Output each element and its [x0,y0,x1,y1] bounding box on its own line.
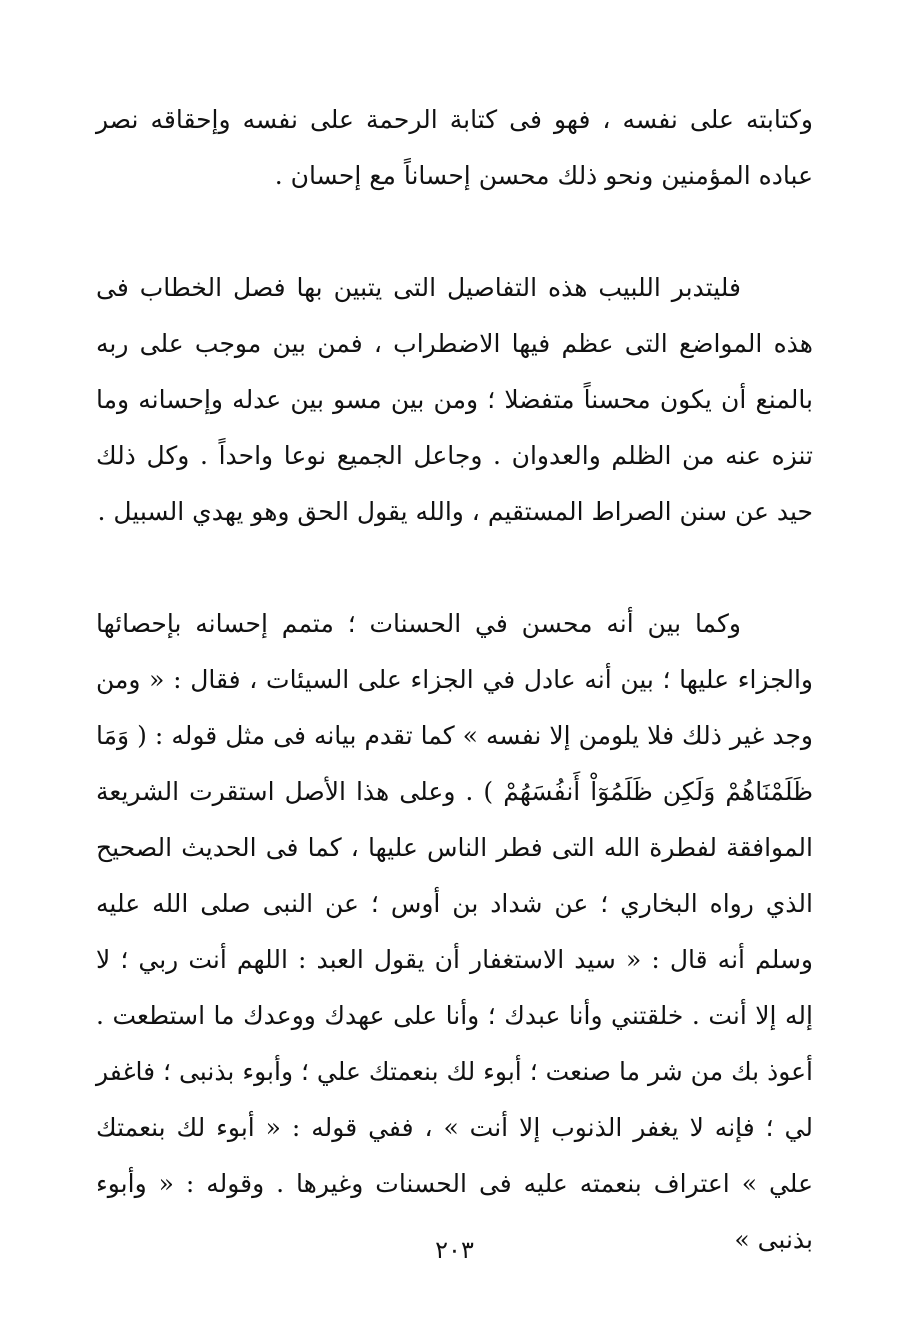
page-number: ٢٠٣ [435,1236,474,1264]
body-text [96,92,813,1268]
paragraph-3: وكما بين أنه محسن في الحسنات ؛ متمم إحسانه بإحصائها والجزاء عليها ؛ بين أنه عادل في الجزاء على السيئات ، فقال : « ومن وجد غير ذلك فلا يلومن إلا نفسه » كما تقدم بيانه فى مثل قوله : ( وَمَا ظَلَمْنَاهُمْ وَلَكِن ظَلَمُوٓاْ أَنفُسَهُمْ ) . وعلى هذا الأصل استقرت الشريعة الموافقة لفطرة الله التى فطر الناس عليها ، كما فى الحديث الصحيح الذي رواه البخاري ؛ عن شداد بن أوس ؛ عن النبى صلى الله عليه وسلم أنه قال : « سيد الاستغفار أن يقول العبد : اللهم أنت ربي ؛ لا إله إلا أنت . خلقتني وأنا عبدك ؛ وأنا على عهدك ووعدك ما استطعت . أعوذ بك من شر ما صنعت ؛ أبوء لك بنعمتك علي ؛ وأبوء بذنبى ؛ فاغفر لي ؛ فإنه لا يغفر الذنوب إلا أنت » ، ففي قوله : « أبوء لك بنعمتك علي » اعتراف بنعمته عليه فى الحسنات وغيرها . وقوله : « وأبوء بذنبى » [96,609,813,1254]
paragraph-1: وكتابته على نفسه ، فهو فى كتابة الرحمة على نفسه وإحقاقه نصر عباده المؤمنين ونحو ذلك محسن إحساناً مع إحسان . [96,105,813,190]
paragraph-2: فليتدبر اللبيب هذه التفاصيل التى يتبين بها فصل الخطاب فى هذه المواضع التى عظم فيها الاضطراب ، فمن بين موجب على ربه بالمنع أن يكون محسناً متفضلا ؛ ومن بين مسو بين عدله وإحسانه وما تنزه عنه من الظلم والعدوان . وجاعل الجميع نوعا واحداً . وكل ذلك حيد عن سنن الصراط المستقيم ، والله يقول الحق وهو يهدي السبيل . [96,273,813,526]
